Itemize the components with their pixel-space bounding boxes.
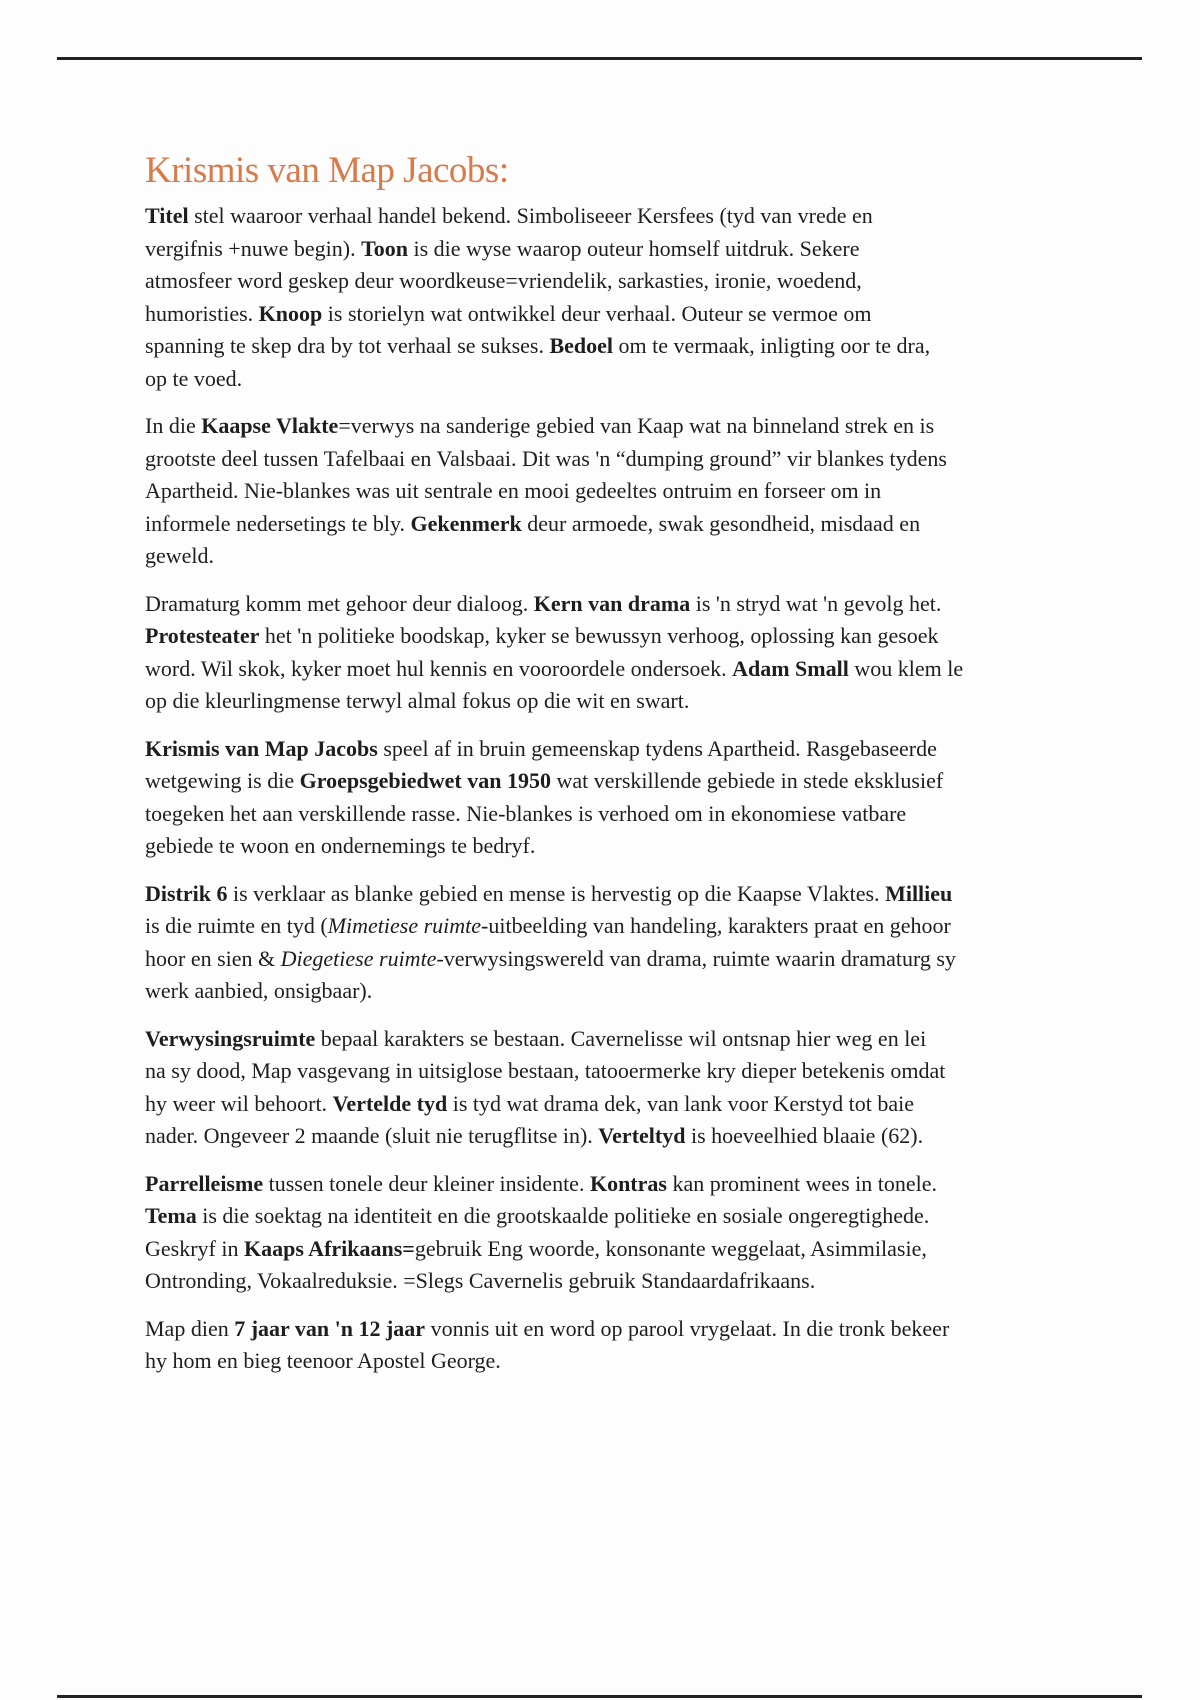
bold-term: Knoop [258,300,323,326]
text-run: het 'n politieke boodskap, kyker se bewussyn verhoog, oplossing kan gesoek [259,623,939,648]
text-run: hoor en sien & [145,945,281,971]
bold-term: Gekenmerk [410,510,522,536]
bold-term: Adam Small [732,655,849,681]
text-run: humoristies. [145,300,259,326]
paragraph [145,733,1105,863]
text-run: atmosfeer word geskep deur woordkeuse=vriendelik, sarkasties, ironie, woedend, [145,268,862,293]
text-line [145,1120,1105,1153]
bold-term: Kaaps Afrikaans= [243,1235,415,1261]
text-run: Apartheid. Nie-blankes was uit sentrale en mooi gedeeltes ontruim en forseer om in [145,478,882,503]
text-run: stel waaroor verhaal handel bekend. Simboliseeer Kersfees (tyd van vrede en [188,203,873,228]
text-line [145,1023,1105,1056]
text-run: geweld. [145,543,215,568]
text-run: nader. Ongeveer 2 maande (sluit nie terugflitse in). [145,1123,599,1148]
text-line [145,830,1105,863]
text-line [145,1345,1105,1378]
bold-term: Protesteater [145,623,260,648]
italic-term: Mimetiese ruimte [327,913,482,938]
bold-term: Vertelde tyd [332,1090,448,1116]
bold-term: Kaapse Vlakte [201,413,339,438]
text-run: na sy dood, Map vasgevang in uitsiglose bestaan, tatooermerke kry dieper betekenis omdat [145,1058,946,1083]
text-run: Dramaturg komm met gehoor deur dialoog. [145,590,534,616]
text-line [145,1233,1105,1266]
text-run: Map dien [145,1315,235,1341]
text-line [145,878,1105,911]
text-line [145,233,1105,266]
text-line [145,685,1105,718]
text-line [145,943,1105,976]
text-run: tussen tonele deur kleiner insidente. [263,1170,590,1196]
paragraph [145,878,1105,1008]
text-line [145,200,1105,233]
text-run: op die kleurlingmense terwyl almal fokus op die wit en swart. [145,688,690,713]
text-run: kan prominent wees in tonele. [666,1170,937,1196]
text-run: -verwysingswereld van drama, ruimte waarin dramaturg sy [436,945,956,971]
text-run: is die wyse waarop outeur homself uitdruk. Sekere [407,235,860,261]
text-run: deur armoede, swak gesondheid, misdaad en [521,510,921,536]
bold-term: Verwysingsruimte [145,1025,316,1051]
text-line [145,1200,1105,1233]
text-run: informele nedersetings te bly. [145,510,411,536]
text-run: vergifnis +nuwe begin). [145,235,362,261]
bold-term: Tema [145,1203,197,1228]
text-run: speel af in bruin gemeenskap tydens Apartheid. Rasgebaseerde [377,735,937,761]
text-run: is hoeveelhied blaaie (62). [685,1123,924,1148]
paragraph [145,200,1105,395]
text-run: In die [145,413,202,438]
text-line [145,475,1105,508]
text-line [145,443,1105,476]
text-run: Ontronding, Vokaalreduksie. =Slegs Cavernelis gebruik Standaardafrikaans. [145,1268,816,1293]
bold-term: Kern van drama [533,590,691,616]
bold-term: Krismis van Map Jacobs [145,735,378,761]
bold-term: Toon [361,235,408,261]
text-run: is die ruimte en tyd ( [145,913,328,938]
text-run: op te voed. [145,365,243,391]
bold-term: Verteltyd [598,1123,686,1148]
text-run: gebiede te woon en ondernemings te bedryf. [145,833,536,858]
text-run: bepaal karakters se bestaan. Cavernelisse wil ontsnap hier weg en lei [315,1025,927,1051]
bold-term: Groepsgebiedwet van 1950 [299,768,551,793]
text-run: is storielyn wat ontwikkel deur verhaal. Outeur se vermoe om [322,300,872,326]
text-line [145,798,1105,831]
text-run: vonnis uit en word op parool vrygelaat. In die tronk bekeer [425,1315,950,1341]
text-run: werk aanbied, onsigbaar). [145,978,373,1003]
text-run: word. Wil skok, kyker moet hul kennis en vooroordele ondersoek. [145,655,733,681]
bold-term: Bedoel [549,333,614,358]
text-line [145,1265,1105,1298]
document-title: Krismis van Map Jacobs: [145,150,509,191]
text-line [145,733,1105,766]
text-line [145,620,1105,653]
text-run: hy weer wil behoort. [145,1090,333,1116]
text-run: wetgewing is die [145,768,300,793]
text-line [145,910,1105,943]
text-line [145,765,1105,798]
text-run: toegeken het aan verskillende rasse. Nie-blankes is verhoed om in ekonomiese vatbare [145,800,907,826]
document-body [145,148,1105,1393]
text-run: wat verskillende gebiede in stede eksklusief [550,768,944,793]
text-run: is tyd wat drama dek, van lank voor Kerstyd tot baie [447,1090,915,1116]
paragraph [145,1168,1105,1298]
text-line [145,265,1105,298]
bold-term: Titel [145,203,189,228]
text-run: Geskryf in [145,1235,244,1261]
text-line [145,298,1105,331]
text-run: is 'n stryd wat 'n gevolg het. [690,590,942,616]
text-line [145,508,1105,541]
text-run: grootste deel tussen Tafelbaai en Valsbaai. Dit was 'n “dumping ground” vir blankes tydens [145,445,947,471]
bold-term: Millieu [885,880,953,906]
text-line [145,410,1105,443]
text-run: spanning te skep dra by tot verhaal se sukses. [145,333,550,358]
bold-term: Parrelleisme [145,1170,264,1196]
text-line [145,363,1105,396]
text-line [145,1055,1105,1088]
paragraph [145,588,1105,718]
paragraph [145,1023,1105,1153]
bold-term: Distrik 6 [145,880,228,906]
paragraph-list [145,200,1105,1378]
text-run: gebruik Eng woorde, konsonante weggelaat, Asimmilasie, [414,1235,927,1261]
text-line [145,653,1105,686]
text-run: is verklaar as blanke gebied en mense is hervestig op die Kaapse Vlaktes. [227,880,886,906]
text-line [145,1168,1105,1201]
text-run: -uitbeelding van handeling, karakters praat en gehoor [481,913,951,938]
text-run: om te vermaak, inligting oor te dra, [613,333,931,358]
text-run: wou klem le [848,655,964,681]
text-run: is die soektag na identiteit en die grootskaalde politieke en sosiale ongeregtighede. [196,1203,930,1228]
footer-rule [57,1695,1142,1698]
italic-term: Diegetiese ruimte [280,945,437,971]
text-line [145,540,1105,573]
text-run: hy hom en bieg teenoor Apostel George. [145,1348,501,1373]
header-rule [57,57,1142,60]
paragraph [145,410,1105,573]
text-line [145,588,1105,621]
text-run: =verwys na sanderige gebied van Kaap wat na binneland strek en is [338,413,935,438]
text-line [145,1088,1105,1121]
bold-term: 7 jaar van 'n 12 jaar [234,1315,426,1341]
text-line [145,1313,1105,1346]
text-line [145,330,1105,363]
paragraph [145,1313,1105,1378]
bold-term: Kontras [589,1170,667,1196]
text-line [145,975,1105,1008]
